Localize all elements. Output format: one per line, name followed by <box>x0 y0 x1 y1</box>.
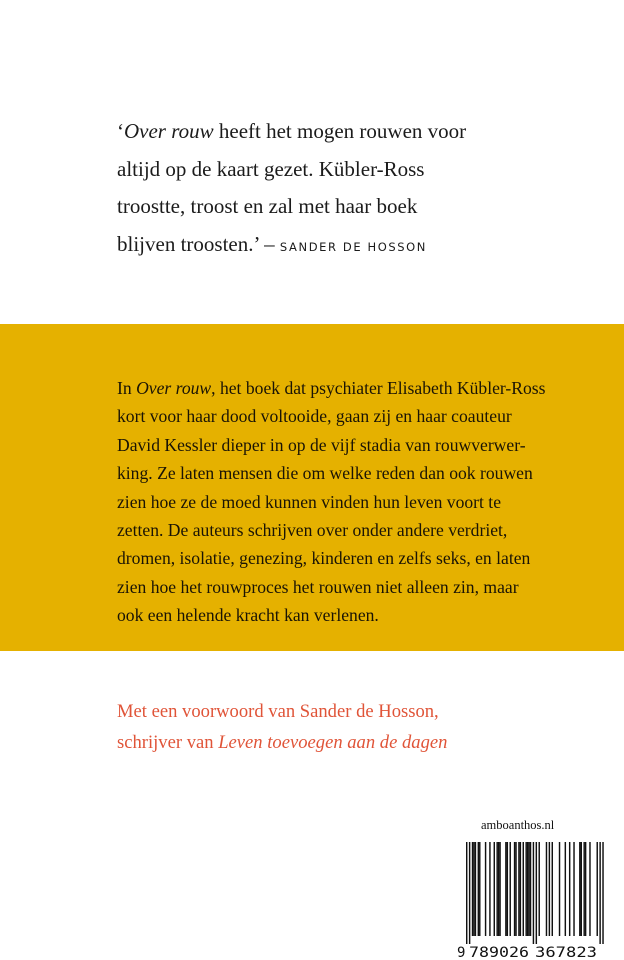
blurb-line-6: zetten. De auteurs schrijven over onder andere verdriet, <box>117 520 508 541</box>
barcode-bar <box>559 842 560 936</box>
barcode-bar <box>539 842 540 936</box>
endorsement-quote <box>117 113 517 266</box>
isbn-left-digits: 789026 <box>469 945 529 960</box>
barcode-bar <box>472 842 473 936</box>
isbn-right-digits: 367823 <box>535 945 597 960</box>
barcode-bar <box>518 842 519 936</box>
blurb-line-8: zien hoe het rouwproces het rouwen niet alleen zin, maar <box>117 576 519 597</box>
barcode-bar <box>489 842 490 936</box>
barcode-bar <box>549 842 550 936</box>
barcode-bar <box>515 842 516 936</box>
blurb-line-1: In Over rouw, het boek dat psychiater Elisabeth Kübler-Ross <box>117 378 546 398</box>
barcode-bar <box>469 842 470 944</box>
barcode-bar <box>581 842 582 936</box>
barcode-bar <box>485 842 486 936</box>
barcode-bar <box>573 842 574 936</box>
barcode-bar <box>505 842 506 936</box>
quote-line-1: ‘Over rouw heeft het mogen rouwen voor <box>117 119 467 143</box>
barcode-bar <box>478 842 479 936</box>
barcode-bar <box>527 842 528 936</box>
barcode-bar <box>494 842 495 936</box>
barcode-bar <box>514 842 515 936</box>
blurb-line-9: ook een helende kracht kan verlenen. <box>117 605 379 626</box>
barcode-bar <box>597 842 598 936</box>
barcode-bar <box>546 842 547 936</box>
barcode-bar <box>536 842 537 944</box>
barcode-bar <box>496 842 497 936</box>
barcode-bar <box>466 842 467 944</box>
blurb-line-2: kort voor haar dood voltooide, gaan zij en haar coauteur <box>117 406 512 427</box>
barcode-bar <box>530 842 531 936</box>
barcode-graphic <box>455 836 607 960</box>
barcode-bar <box>552 842 553 936</box>
blurb-book-title: Over rouw <box>136 378 212 398</box>
quote-attribution: SANDER DE HOSSON <box>279 239 428 254</box>
barcode-bar <box>510 842 511 936</box>
barcode-bars <box>466 842 604 944</box>
barcode-bar <box>498 842 499 936</box>
barcode-bar <box>528 842 529 936</box>
publisher-url: amboanthos.nl <box>481 818 555 832</box>
quote-line-2: altijd op de kaart gezet. Kübler-Ross <box>117 156 425 181</box>
barcode-bar <box>599 842 600 944</box>
blurb-line-3: David Kessler dieper in op de vijf stadia van rouwverwer- <box>117 434 526 455</box>
isbn-barcode <box>455 836 607 960</box>
blurb-line-5: zien hoe ze de moed kunnen vinden hun leven voort te <box>117 491 502 512</box>
quote-book-title: Over rouw <box>124 119 214 143</box>
barcode-bar <box>523 842 524 936</box>
blurb-line-7: dromen, isolatie, genezing, kinderen en zelfs seks, en laten <box>117 548 531 569</box>
barcode-bar <box>602 842 603 944</box>
foreword-note <box>117 696 577 758</box>
barcode-bar <box>473 842 474 936</box>
barcode-bar <box>533 842 534 944</box>
barcode-bar <box>585 842 586 936</box>
foreword-book-title: Leven toevoegen aan de dagen <box>218 732 448 753</box>
quote-line-3: troostte, troost en zal met haar boek <box>117 194 418 218</box>
barcode-bar <box>579 842 580 936</box>
foreword-line-2: schrijver van Leven toevoegen aan de dagen <box>117 732 448 753</box>
barcode-bar <box>499 842 500 936</box>
barcode-bar <box>479 842 480 936</box>
barcode-bar <box>520 842 521 936</box>
barcode-bar <box>589 842 590 936</box>
barcode-bar <box>525 842 526 936</box>
foreword-line-1: Met een voorwoord van Sander de Hosson, <box>117 701 439 722</box>
barcode-bar <box>475 842 476 936</box>
barcode-bar <box>565 842 566 936</box>
barcode-bar <box>583 842 584 936</box>
isbn-first-digit: 9 <box>457 945 466 960</box>
blurb-line-4: king. Ze laten mensen die om welke reden dan ook rouwen <box>117 463 533 484</box>
quote-line-4: blijven troosten.’ – SANDER DE HOSSON <box>117 231 428 256</box>
book-description <box>117 374 597 630</box>
barcode-bar <box>507 842 508 936</box>
barcode-bar <box>569 842 570 936</box>
